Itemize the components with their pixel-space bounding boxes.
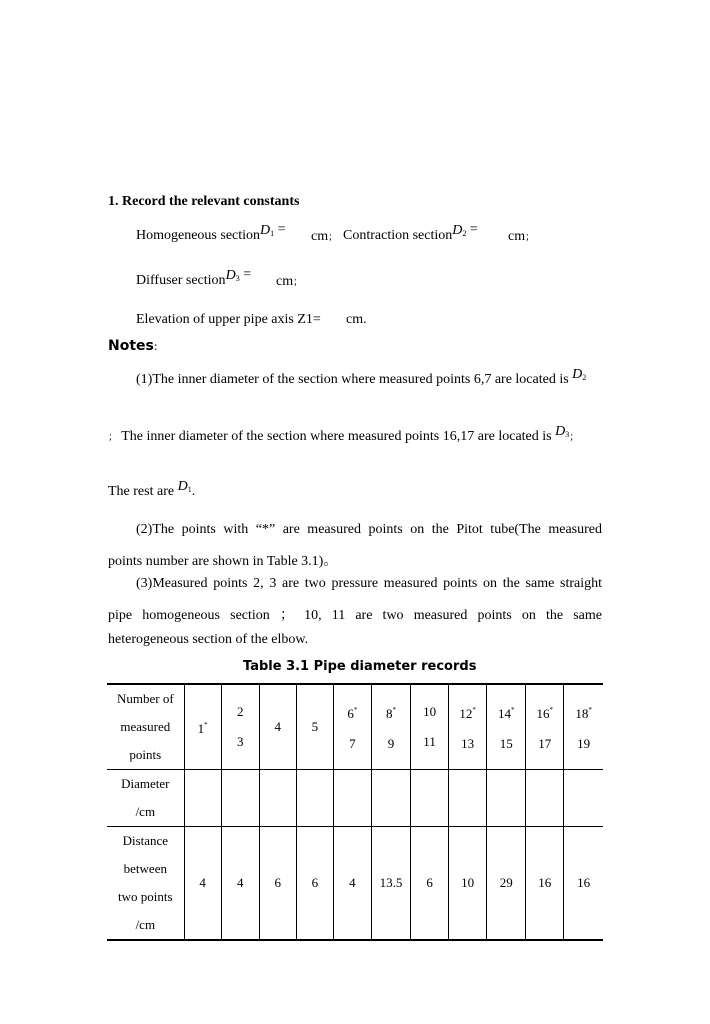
point-number-stack bbox=[449, 695, 486, 759]
point-cell bbox=[564, 684, 603, 770]
point-number-stack bbox=[564, 695, 603, 759]
point-cell bbox=[296, 684, 333, 770]
table-caption: Table 3.1 Pipe diameter records bbox=[243, 659, 477, 674]
point-number: 14* bbox=[497, 706, 515, 721]
point-number: 7 bbox=[349, 736, 356, 751]
equals-sign: = bbox=[277, 222, 286, 237]
distance-cell: 29 bbox=[487, 827, 526, 941]
point-cell bbox=[411, 684, 449, 770]
diameter-cell bbox=[449, 770, 487, 827]
d1-symbol: $D_1$ bbox=[177, 479, 192, 494]
point-cell bbox=[333, 684, 371, 770]
point-number: 2 bbox=[236, 704, 244, 719]
point-cell bbox=[371, 684, 410, 770]
diffuser-line bbox=[136, 267, 252, 289]
homogeneous-line bbox=[136, 222, 286, 244]
distance-cell: 10 bbox=[449, 827, 487, 941]
diameter-cell bbox=[487, 770, 526, 827]
point-number: 19 bbox=[577, 736, 591, 751]
contraction-label: Contraction section bbox=[343, 228, 453, 243]
point-number: 9 bbox=[387, 736, 395, 751]
note-3-line-3: heterogeneous section of the elbow. bbox=[108, 632, 309, 647]
distance-cell: 16 bbox=[564, 827, 603, 941]
contraction-line bbox=[343, 222, 478, 244]
diameter-cell bbox=[333, 770, 371, 827]
homogeneous-unit: cm； bbox=[311, 229, 339, 244]
diameter-cell bbox=[296, 770, 333, 827]
diameter-cell bbox=[564, 770, 603, 827]
point-number: 11 bbox=[423, 734, 436, 749]
row-header-measured-points: Number of measured points bbox=[107, 684, 184, 770]
d1-symbol: $D_1$ bbox=[260, 223, 275, 238]
d3-symbol: $D_3$ bbox=[555, 424, 570, 439]
note-2-line-1: (2)The points with “*” are measured points on the Pitot tube(The measured bbox=[136, 522, 602, 537]
pitot-star-mark: * bbox=[510, 706, 515, 714]
point-cell bbox=[184, 684, 221, 770]
point-cell bbox=[487, 684, 526, 770]
row-header-diameter: Diameter /cm bbox=[107, 770, 184, 827]
point-cell bbox=[526, 684, 564, 770]
d2-symbol: $D_2$ bbox=[452, 223, 467, 238]
contraction-unit: cm； bbox=[508, 229, 536, 244]
point-number-stack bbox=[526, 695, 563, 759]
point-number-stack bbox=[185, 710, 221, 744]
diameter-cell bbox=[221, 770, 259, 827]
pitot-star-mark: * bbox=[353, 706, 358, 714]
table-row bbox=[107, 827, 603, 941]
distance-cell: 4 bbox=[333, 827, 371, 941]
diffuser-label: Diffuser section bbox=[136, 273, 226, 288]
point-number: 10 bbox=[423, 704, 437, 719]
diameter-cell bbox=[259, 770, 296, 827]
note-1-line-2: ； The inner diameter of the section where measured points 16,17 are located is $D_3$； bbox=[108, 424, 580, 444]
point-number: 4 bbox=[274, 719, 282, 734]
pitot-star-mark: * bbox=[204, 721, 208, 729]
distance-cell: 6 bbox=[296, 827, 333, 941]
distance-cell: 16 bbox=[526, 827, 564, 941]
point-number-stack bbox=[487, 695, 525, 759]
point-number-stack bbox=[334, 695, 371, 759]
point-number-stack bbox=[222, 697, 259, 757]
distance-cell: 6 bbox=[411, 827, 449, 941]
diameter-cell bbox=[371, 770, 410, 827]
note-3-line-2: pipe homogeneous section ； 10, 11 are two measured points on the same bbox=[108, 608, 602, 623]
point-number: 17 bbox=[538, 736, 552, 751]
table-row bbox=[107, 684, 603, 770]
point-number: 12* bbox=[459, 706, 476, 721]
diameter-cell bbox=[411, 770, 449, 827]
point-number: 1* bbox=[197, 721, 208, 736]
point-number: 3 bbox=[236, 734, 244, 749]
distance-cell: 6 bbox=[259, 827, 296, 941]
point-number: 6* bbox=[347, 706, 358, 721]
pitot-star-mark: * bbox=[549, 706, 554, 714]
diameter-cell bbox=[526, 770, 564, 827]
point-number: 16* bbox=[536, 706, 554, 721]
equals-sign: = bbox=[243, 267, 252, 282]
homogeneous-label: Homogeneous section bbox=[136, 228, 261, 243]
distance-cell: 4 bbox=[221, 827, 259, 941]
point-cell bbox=[259, 684, 296, 770]
notes-title: Notes: bbox=[108, 338, 158, 354]
point-number-stack bbox=[372, 695, 410, 759]
elevation-unit: cm. bbox=[346, 312, 367, 327]
point-number: 18* bbox=[575, 706, 592, 721]
equals-sign: = bbox=[469, 222, 478, 237]
distance-cell: 4 bbox=[184, 827, 221, 941]
point-number-stack bbox=[260, 712, 296, 742]
distance-cell: 13.5 bbox=[371, 827, 410, 941]
point-number: 8* bbox=[385, 706, 396, 721]
elevation-label: Elevation of upper pipe axis Z1= bbox=[136, 312, 321, 327]
pipe-diameter-table bbox=[107, 683, 603, 941]
point-number: 5 bbox=[311, 719, 319, 734]
point-number: 13 bbox=[461, 736, 475, 751]
pitot-star-mark: * bbox=[588, 706, 592, 714]
section-heading: 1. Record the relevant constants bbox=[108, 194, 300, 209]
table-row bbox=[107, 770, 603, 827]
note-3-line-1: (3)Measured points 2, 3 are two pressure measured points on the same straight bbox=[136, 576, 602, 591]
pitot-star-mark: * bbox=[472, 706, 476, 714]
d2-symbol: $D_2$ bbox=[572, 367, 587, 382]
point-cell bbox=[449, 684, 487, 770]
point-number-stack bbox=[297, 712, 333, 742]
note-1-line-1: (1)The inner diameter of the section where measured points 6,7 are located is $D_2$ bbox=[136, 367, 587, 387]
row-header-distance: Distance between two points /cm bbox=[107, 827, 184, 941]
point-number-stack bbox=[411, 697, 448, 757]
point-cell bbox=[221, 684, 259, 770]
diameter-cell bbox=[184, 770, 221, 827]
note-1-line-3: The rest are $D_1$. bbox=[108, 479, 196, 499]
point-number: 15 bbox=[499, 736, 513, 751]
diffuser-unit: cm； bbox=[276, 274, 304, 289]
note-2-line-2: points number are shown in Table 3.1)。 bbox=[108, 554, 338, 569]
d3-symbol: $D_3$ bbox=[225, 268, 240, 283]
pitot-star-mark: * bbox=[392, 706, 396, 714]
